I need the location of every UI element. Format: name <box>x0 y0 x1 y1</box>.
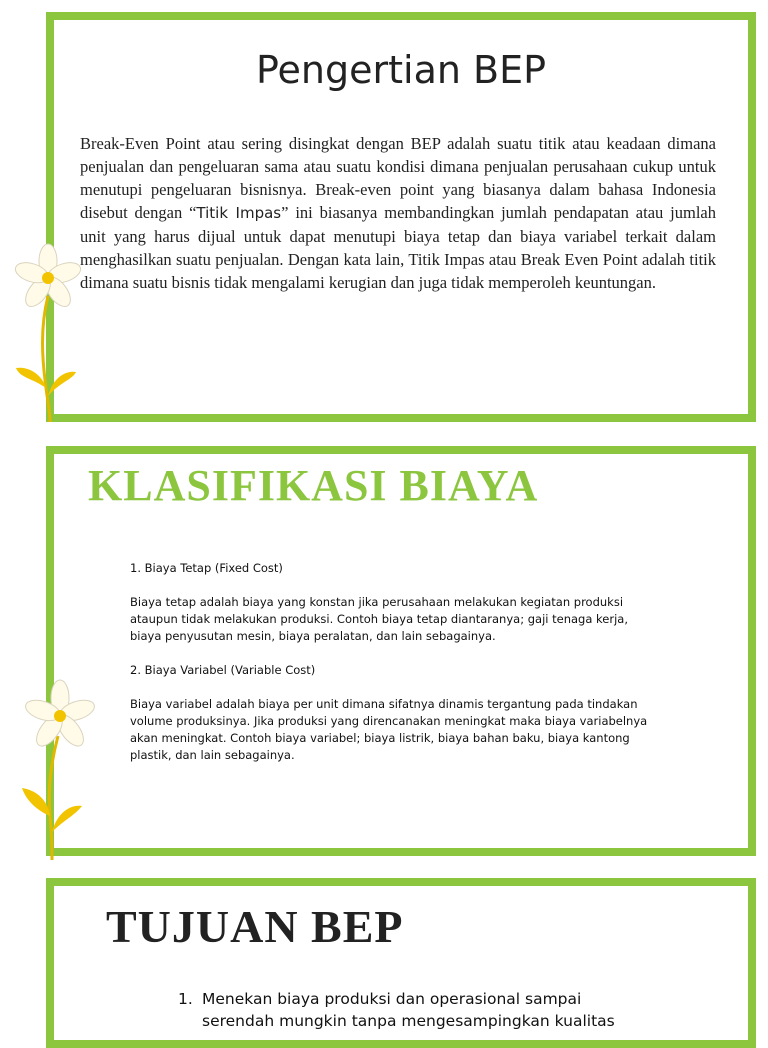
pengertian-paragraph <box>80 132 716 294</box>
paragraph-text-part2: ” ini biasanya membandingkan jumlah pendapatan atau jumlah unit yang harus dijual untuk dapat menutupi biaya tetap dan biaya variabel terkait dalam menghasilkan suatu penjualan. Dengan kata lain, Titik Impas atau Break Even Point adalah titik dimana suatu bisnis tidak mengalami kerugian dan juga tidak memperoleh keuntungan. <box>80 203 717 292</box>
card-klasifikasi-biaya <box>46 446 756 856</box>
card-tujuan-bep <box>46 878 756 1048</box>
list-item <box>178 988 638 1032</box>
titik-impas-term: Titik Impas <box>196 204 282 222</box>
flower-icon <box>12 238 82 422</box>
section-title-klasifikasi: KLASIFIKASI BIAYA <box>88 461 539 510</box>
paragraph-text-part1: Break-Even Point atau sering disingkat dengan BEP adalah suatu titik atau keadaan dimana penjualan dan pengeluaran sama atau suatu kondisi dimana penjualan perusahaan cukup untuk menutupi pengeluaran bisnisnya. Break-even point yang biasanya dalam bahasa Indonesia disebut dengan “ <box>80 134 716 222</box>
flower-icon <box>12 676 102 860</box>
list-item-number: 1. <box>178 990 193 1008</box>
fixed-cost-text: Biaya tetap adalah biaya yang konstan jika perusahaan melakukan kegiatan produksi ataupun tidak melakukan produksi. Contoh biaya tetap diantaranya; gaji tenaga kerja, biaya penyusutan mesin, biaya peralatan, dan lain sebagainya. <box>130 595 628 643</box>
tujuan-list <box>178 988 638 1032</box>
list-item-text: Menekan biaya produksi dan operasional sampai serendah mungkin tanpa mengesampingkan kualitas <box>202 990 615 1030</box>
section-title-tujuan: TUJUAN BEP <box>106 901 404 952</box>
klasifikasi-content <box>130 560 660 781</box>
variable-cost-text: Biaya variabel adalah biaya per unit dimana sifatnya dinamis tergantung pada tindakan volume produksinya. Jika produksi yang direncanakan meningkat maka biaya variabelnya akan meningkat. Contoh biaya variabel; biaya listrik, biaya bahan baku, biaya kantong plastik, dan lain sebagainya. <box>130 697 648 762</box>
card-pengertian-bep <box>46 12 756 422</box>
fixed-cost-heading: 1. Biaya Tetap (Fixed Cost) <box>130 561 283 575</box>
section-title-pengertian: Pengertian BEP <box>255 48 547 92</box>
variable-cost-heading: 2. Biaya Variabel (Variable Cost) <box>130 663 316 677</box>
